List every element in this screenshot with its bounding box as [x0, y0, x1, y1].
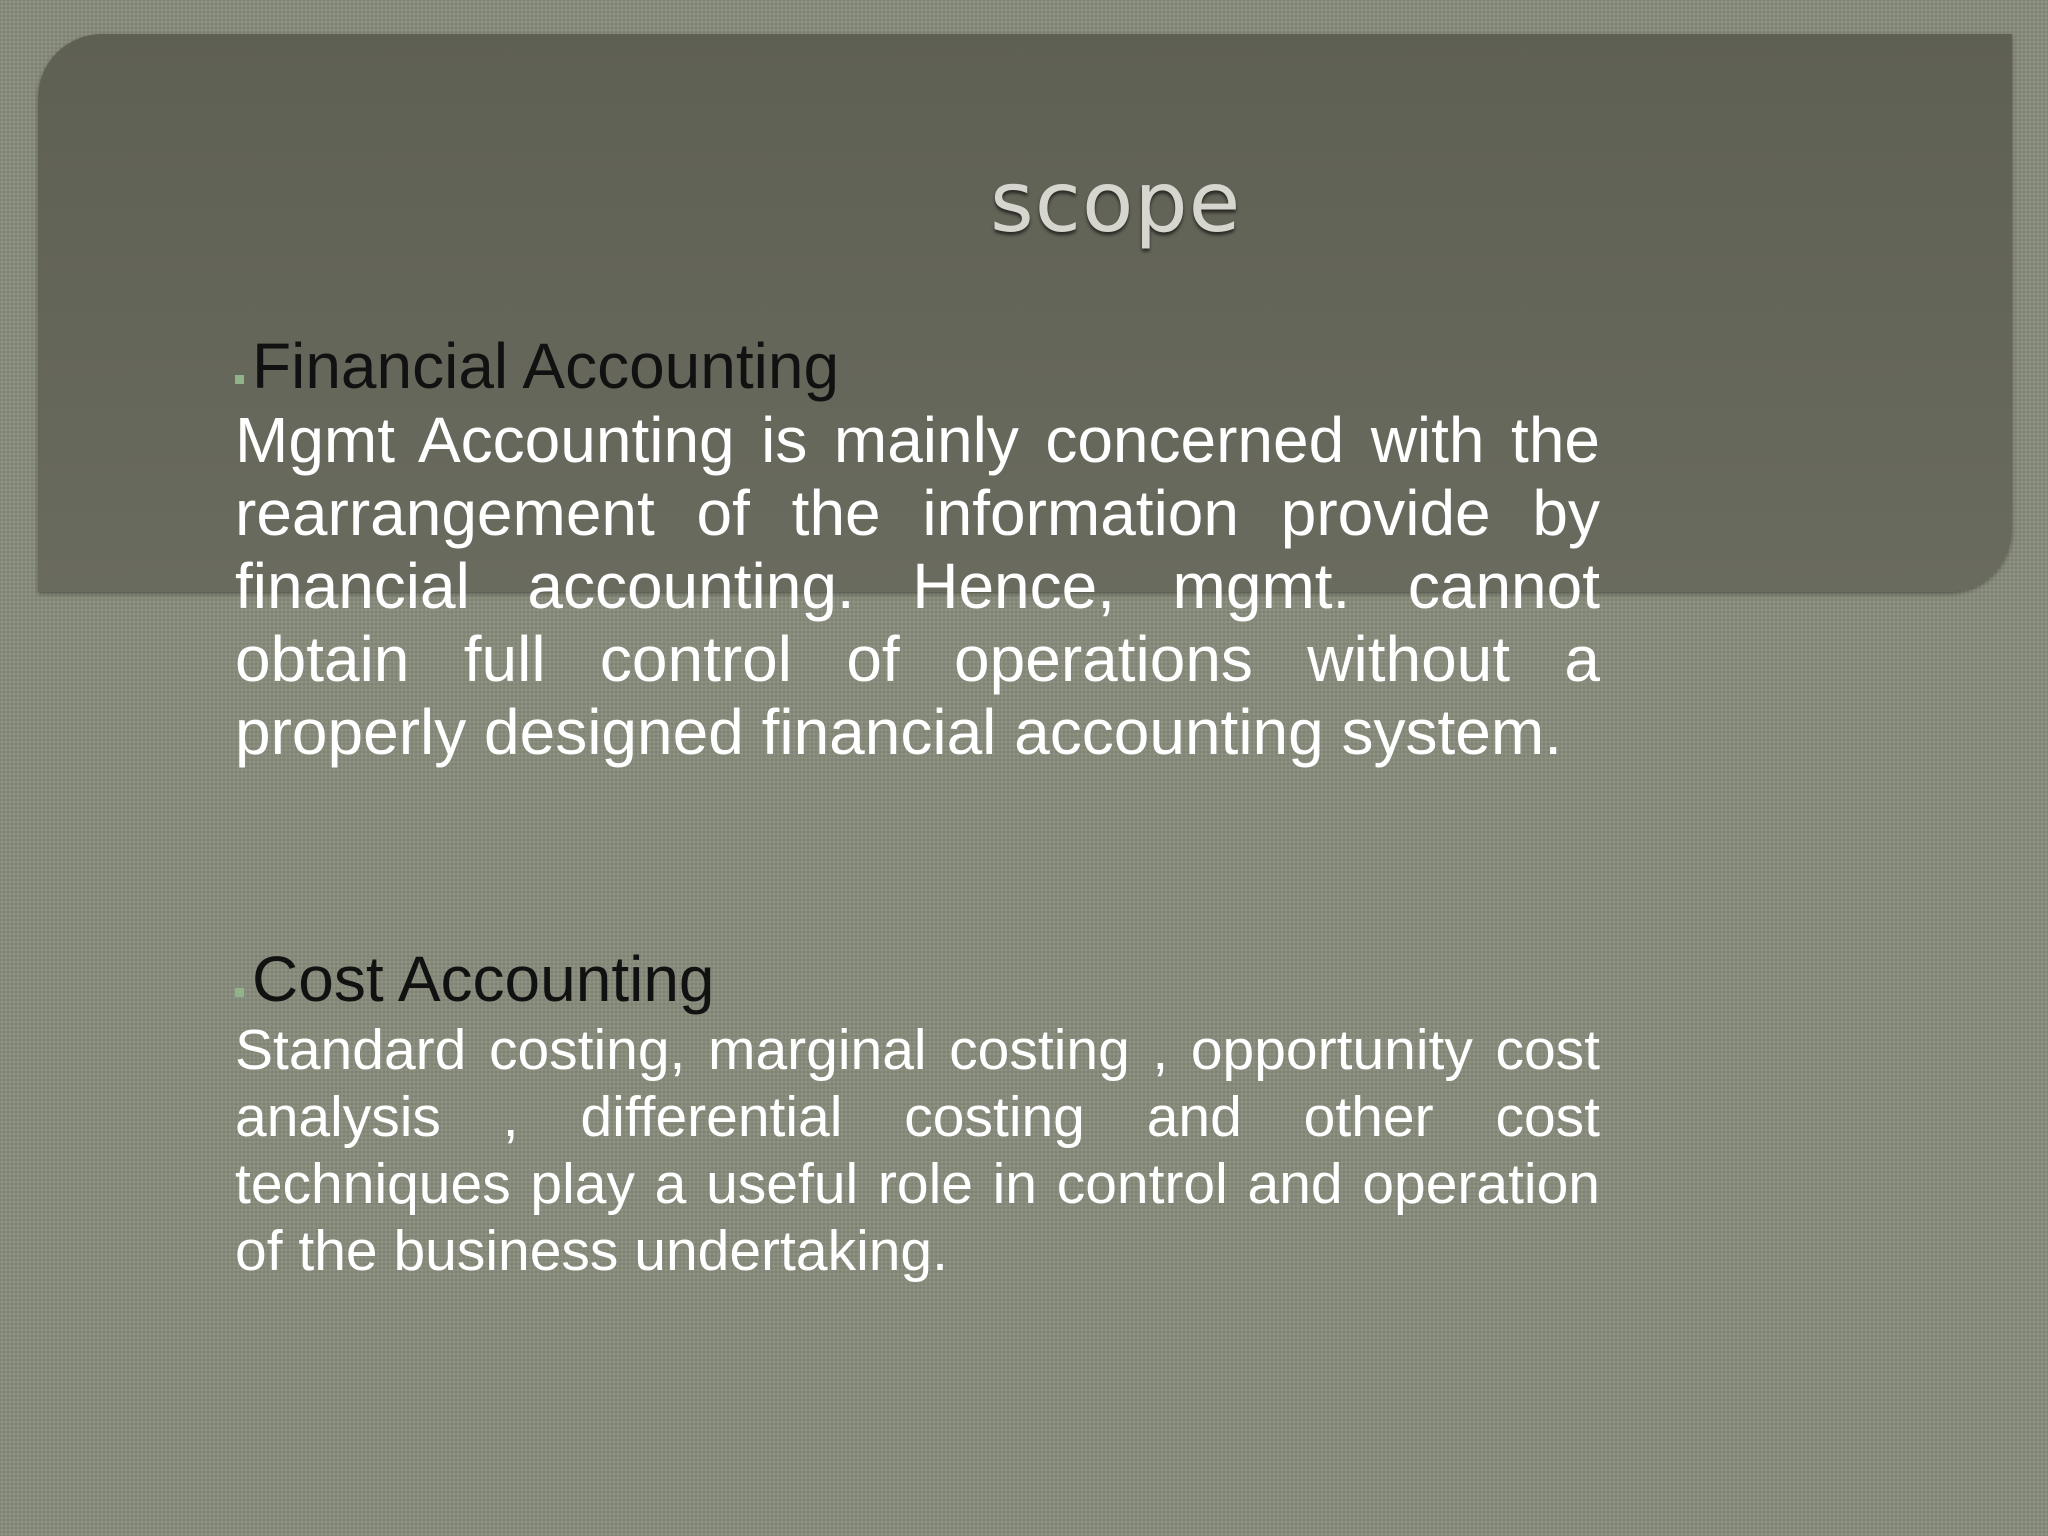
section-financial-accounting — [235, 330, 1600, 769]
bullet-icon — [235, 988, 244, 997]
section-heading-text: Financial Accounting — [252, 330, 840, 402]
section-heading-text: Cost Accounting — [252, 943, 715, 1015]
section-cost-accounting — [235, 943, 1600, 1285]
section-body: Mgmt Accounting is mainly concerned with the rearrangement of the information provide by financial accounting. Hence, mgmt. cannot obtain full control of operations without a properly designed financial accounting system. — [235, 404, 1600, 768]
slide-title: scope — [990, 153, 1242, 251]
section-heading — [235, 330, 1600, 402]
bullet-icon — [235, 375, 244, 384]
section-body: Standard costing, marginal costing , opportunity cost analysis , differential costing and other cost techniques play a useful role in control and operation of the business undertaking. — [235, 1018, 1600, 1283]
section-heading — [235, 943, 1600, 1015]
